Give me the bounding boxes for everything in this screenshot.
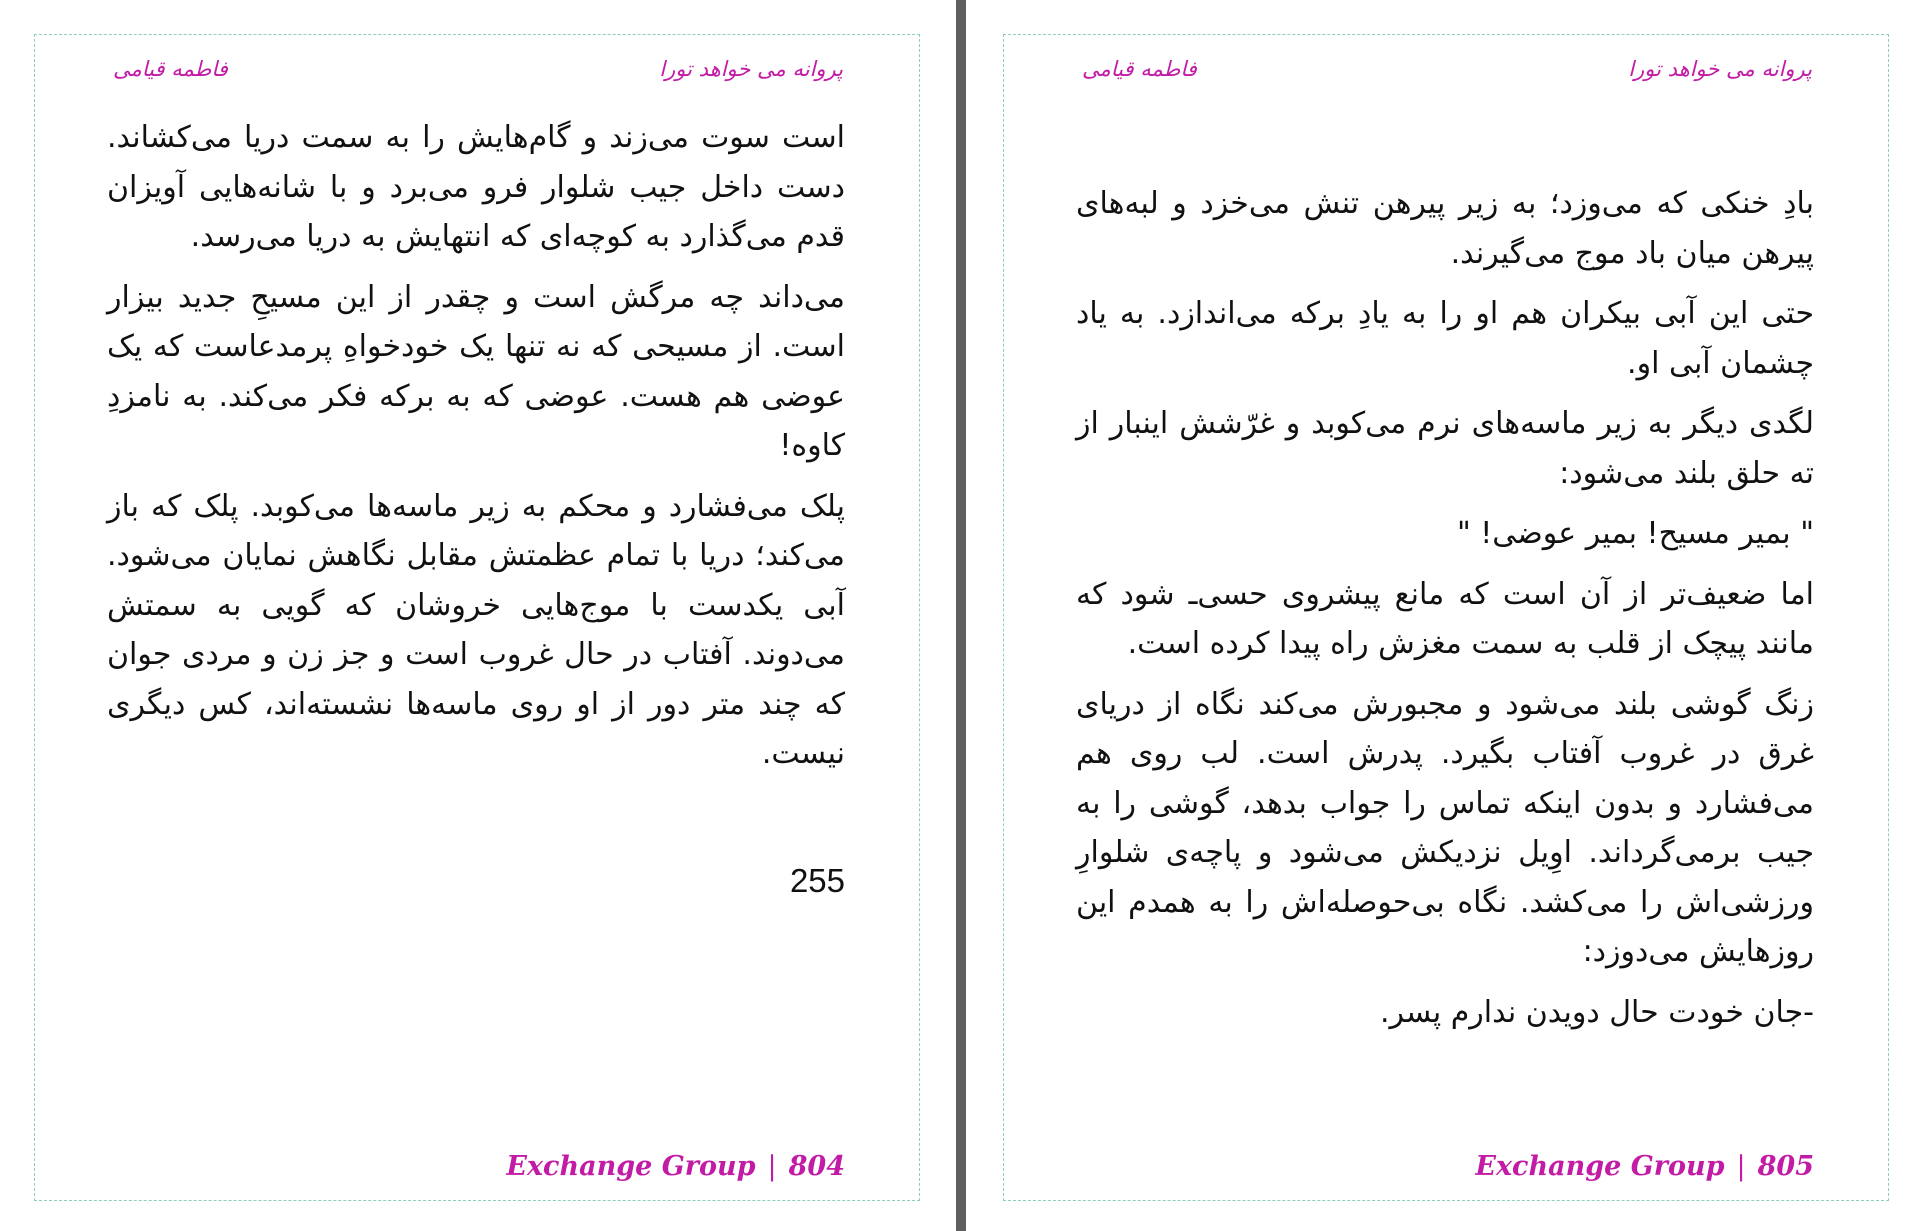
paragraph: " بمیر مسیح! بمیر عوضی! " bbox=[1456, 516, 1814, 551]
footer-group-name: Exchange Group bbox=[1475, 1151, 1725, 1182]
page-footer bbox=[1475, 1151, 1814, 1182]
page-body-text bbox=[107, 113, 845, 790]
paragraph: زنگ گوشی بلند می‌شود و مجبورش می‌کند نگاه از دریای غرق در غروب آفتاب بگیرد. پدرش است. لب روی هم می‌فشارد و بدون اینکه تماس را جواب بدهد، گوشی را به جیب برمی‌گرداند. اوِیل نزدیکش می‌شود و پاچه‌ی شلوارِ ورزشی‌اش را می‌کشد. نگاه بی‌حوصله‌اش را به همدم این روزهایش می‌دوزد: bbox=[1076, 686, 1814, 969]
header-author: فاطمه قیامی bbox=[1082, 57, 1197, 81]
body-page-number: 255 bbox=[789, 862, 845, 899]
paragraph: بادِ خنکی که می‌وزد؛ به زیر پیرهن تنش می‌خزد و لبه‌های پیرهن میان باد موج می‌گیرند. bbox=[1076, 186, 1814, 271]
header-book-title: پروانه می خواهد تورا bbox=[1628, 57, 1812, 81]
book-gutter bbox=[956, 0, 966, 1231]
paragraph: می‌داند چه مرگش است و چقدر از این مسیحِ جدید بیزار است. از مسیحی که نه تنها یک خودخواهِ پرمدعاست که یک عوضی هم هست. عوضی که به برکه فکر می‌کند. به نامزدِ کاوه! bbox=[107, 279, 845, 463]
left-page bbox=[34, 34, 920, 1201]
footer-page-number: 804 bbox=[788, 1151, 845, 1182]
paragraph: اما ضعیف‌تر از آن است که مانع پیشروی حسی‌ـ شود که مانند پیچک از قلب به سمت مغزش راه پیدا کرده است. bbox=[1076, 576, 1814, 661]
footer-page-number: 805 bbox=[1757, 1151, 1814, 1182]
footer-separator: | bbox=[1736, 1151, 1746, 1182]
page-footer bbox=[506, 1151, 845, 1182]
paragraph: است سوت می‌زند و گام‌هایش را به سمت دریا می‌کشاند. دست داخل جیب شلوار فرو می‌برد و با شانه‌هایی آویزان قدم می‌گذارد به کوچه‌ای که انتهایش به دریا می‌رسد. bbox=[107, 120, 845, 254]
paragraph: پلک می‌فشارد و محکم به زیر ماسه‌ها می‌کوبد. پلک که باز می‌کند؛ دریا با تمام عظمتش مقابل نگاهش نمایان می‌شود. آبی یکدست با موج‌هایی خروشان که گویی به سمتش می‌دوند. آفتاب در حال غروب است و جز زن و مردی جوان که چند متر دور از او روی ماسه‌ها نشسته‌اند، کس دیگری نیست. bbox=[107, 488, 845, 771]
paragraph: لگدی دیگر به زیر ماسه‌های نرم می‌کوبد و غرّشش اینبار از ته حلق بلند می‌شود: bbox=[1076, 406, 1814, 491]
paragraph: حتی این آبی بیکران هم او را به یادِ برکه می‌اندازد. به یاد چشمان آبی او. bbox=[1076, 296, 1814, 381]
paragraph: -جان خودت حال دویدن ندارم پسر. bbox=[1379, 994, 1814, 1030]
right-page bbox=[1003, 34, 1889, 1201]
page-body-text bbox=[1076, 179, 1814, 1048]
header-book-title: پروانه می خواهد تورا bbox=[659, 57, 843, 81]
header-author: فاطمه قیامی bbox=[113, 57, 228, 81]
footer-separator: | bbox=[767, 1151, 777, 1182]
footer-group-name: Exchange Group bbox=[506, 1151, 756, 1182]
